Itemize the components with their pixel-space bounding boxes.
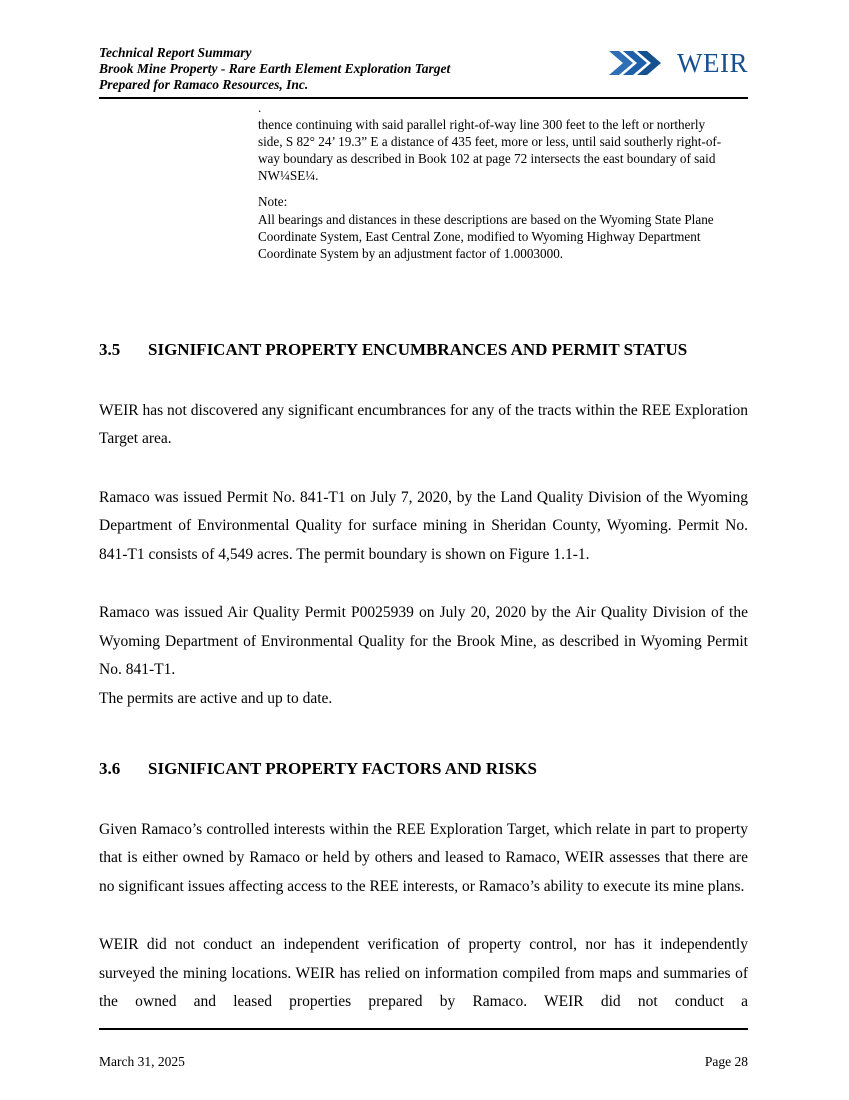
header-title-block (99, 45, 450, 93)
footer-rule (99, 1028, 748, 1030)
paragraph-controlled-interests: Given Ramaco’s controlled interests within the REE Exploration Target, which relate in part to property that is either owned by Ramaco or held by others and leased to Ramaco, WEIR assesses that there are no significant issues affecting access to the REE interests, or Ramaco’s ability to execute its mine plans. (99, 820, 748, 895)
header-line-property: Brook Mine Property - Rare Earth Element Exploration Target (99, 61, 451, 76)
section-number: 3.6 (99, 759, 121, 779)
section-title: SIGNIFICANT PROPERTY ENCUMBRANCES AND PERMIT STATUS (148, 340, 688, 359)
weir-logo-text: WEIR (677, 47, 748, 78)
header-rule (99, 97, 748, 99)
footer-date: March 31, 2025 (99, 1054, 185, 1069)
page-footer (99, 1028, 748, 1070)
section-heading-3-6 (99, 751, 748, 788)
paragraph-encumbrances: WEIR has not discovered any significant encumbrances for any of the tracts within the REE Exploration Target area. (99, 401, 748, 448)
weir-chevrons-icon (609, 47, 675, 79)
header-line-report-type: Technical Report Summary (99, 45, 252, 60)
weir-logo (609, 47, 748, 79)
legal-description-paragraph: thence continuing with said parallel right-of-way line 300 feet to the left or northerly side, S 82° 24’ 19.3” E a distance of 435 feet, more or less, until said southerly right-of-way boundary as described in Book 102 at page 72 intersects the east boundary of said NW¼SE¼. (258, 117, 722, 183)
paragraph-verification: WEIR did not conduct an independent verification of property control, nor has it independently surveyed the mining locations. WEIR has relied on information compiled from maps and summaries of the owned and leased properties prepared by Ramaco. WEIR did not conduct a (99, 936, 748, 1011)
paragraph-permit-841: Ramaco was issued Permit No. 841-T1 on July 7, 2020, by the Land Quality Division of the Wyoming Department of Environmental Quality for surface mining in Sheridan County, Wyoming. Permit No. 841-T1 consists of 4,549 acres. The permit boundary is shown on Figure 1.1-1. (99, 488, 748, 563)
footer-page-number: Page 28 (704, 1054, 748, 1069)
stray-period: . (258, 100, 262, 115)
note-label: Note: (258, 194, 288, 209)
paragraph-air-quality-permit: Ramaco was issued Air Quality Permit P0025939 on July 20, 2020 by the Air Quality Division of the Wyoming Department of Environmental Quality for the Brook Mine, as described in Wyoming Permit No. 841-T1. (99, 604, 748, 679)
legal-description-block (258, 116, 726, 262)
section-title: SIGNIFICANT PROPERTY FACTORS AND RISKS (148, 759, 537, 779)
note-text: All bearings and distances in these descriptions are based on the Wyoming State Plane Coordinate System, East Central Zone, modified to Wyoming Highway Department Coordinate System by an adjustment factor of 1.0003000. (258, 212, 714, 261)
header-line-prepared-for: Prepared for Ramaco Resources, Inc. (99, 77, 309, 92)
section-number: 3.5 (99, 340, 121, 359)
section-heading-3-5 (99, 332, 748, 369)
paragraph-permits-active: The permits are active and up to date. (99, 689, 333, 707)
page-header (99, 45, 748, 93)
